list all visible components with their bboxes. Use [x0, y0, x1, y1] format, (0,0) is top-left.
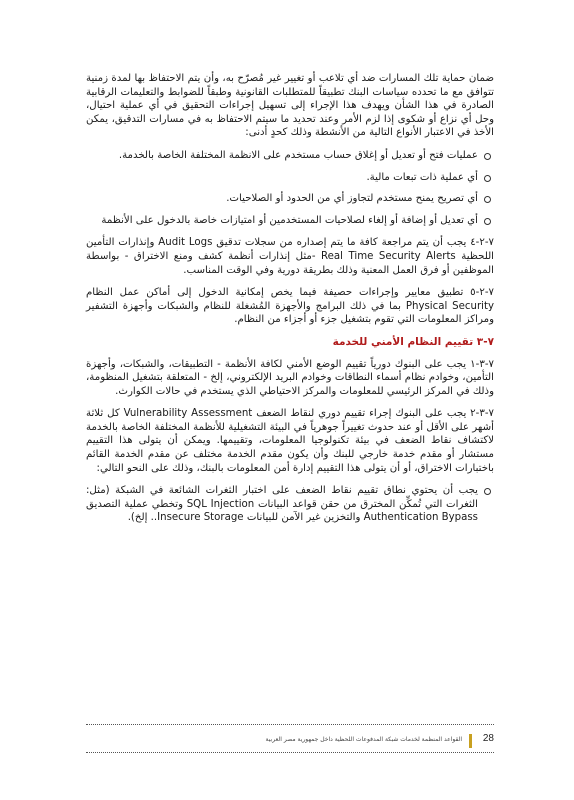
footer-divider-bottom	[86, 752, 494, 753]
circle-bullet-icon	[484, 488, 491, 495]
page-footer	[86, 732, 494, 750]
clause-7-3-2: ٧-٣-٢ يجب على البنوك إجراء تقييم دوري لنقاط الضعف Vulnerability Assessment كل ثلاثة أشهر على الأقل أو عند حدوث تغييراً جوهرياً في البيئة التشغيلية للأنظمة المختلفة الخاصة بالخدمة لاكتشاف نقاط الضعف في بيئة تكنولوجيا المعلومات، وتقييمها. ويمكن أن يتولى هذا التقييم مستشار أو مقدم خدمة خارجي للبنك وأن يكون مقدم الخدمة مختلف عن مقدم الخدمة القائم باختبارات الاختراق، أو أن يتولى هذا التقييم إدارة أمن المعلومات بالبنك، وذلك على النحو التالي:	[86, 408, 494, 474]
clause-7-2-5: ٧-٢-٥ تطبيق معايير وإجراءات حصيفة فيما يخص إمكانية الدخول إلى أماكن عمل النظام Physical Security بما في ذلك البرامج والأجهزة المُشغلة للنظام والشبكات وأجهزة التشفير ومراكز المعلومات التي تقوم بتشغيل جزء أو أجزاء من النظام.	[86, 287, 494, 326]
page-number: 28	[482, 733, 494, 744]
list-item-text: يجب أن يحتوي نطاق تقييم نقاط الضعف على اختبار الثغرات الشائعة في الشبكة (مثل: الثغرات التي تُمكِّن المخترق من حقن قواعد البيانات SQL Injection وتخطي عملية التصديق Authentication Bypass والتخزين غير الآمن للبيانات Insecure Storage.. إلخ).	[86, 485, 478, 524]
circle-bullet-icon	[484, 175, 491, 182]
page-body	[86, 72, 494, 534]
list-item-text: أي تعديل أو إضافة أو إلغاء لصلاحيات المستخدمين أو امتيازات خاصة بالدخول على الأنظمة	[101, 214, 478, 226]
list-item	[86, 484, 494, 525]
list-item-text: عمليات فتح أو تعديل أو إغلاق حساب مستخدم على الانظمة المختلفة الخاصة بالخدمة.	[118, 149, 478, 161]
footer-title: القواعد المنظمة لخدمات شبكة المدفوعات اللحظية داخل جمهورية مصر العربية	[265, 736, 462, 743]
intro-paragraph: ضمان حماية تلك المسارات ضد أي تلاعب أو تغيير غير مُصرّح به، وأن يتم الاحتفاظ بها لمدة زمنية تتوافق مع ما تحدده سياسات البنك تطبيقاً للمتطلبات القانونية وطبقاً للضوابط والتعليمات الرقابية الصادرة في هذا الشأن ويهدف هذا الإجراء إلى تسهيل إجراءات التحقيق في أي عملية احتيال، وحل أي نزاع أو شكوى إذا لزم الأمر وعند تحديد ما سيتم الاحتفاظ به في مسارات التدقيق، يمكن الأخذ في الاعتبار الأنواع التالية من الأنشطة وذلك كحدٍ أدنى:	[86, 73, 494, 139]
audit-activities-list	[86, 149, 494, 227]
list-item	[86, 192, 494, 206]
footer-divider-top	[86, 724, 494, 725]
list-item-text: أي تصريح يمنح مستخدم لتجاوز أي من الحدود أو الصلاحيات.	[226, 193, 478, 205]
clause-7-2-4: ٧-٢-٤ يجب أن يتم مراجعة كافة ما يتم إصداره من سجلات تدقيق Audit Logs وإنذارات التأمين اللحظية Real Time Security Alerts -مثل إنذارات أنظمة كشف ومنع الاختراق - بواسطة الموظفين أو فرق العمل المعنية وذلك بطريقة دورية وفي الوقت المناسب.	[86, 237, 495, 276]
circle-bullet-icon	[484, 218, 491, 225]
list-item	[86, 149, 494, 163]
section-heading-7-3: ٧-٣ تقييم النظام الأمني للخدمة	[332, 335, 494, 348]
list-item	[86, 214, 494, 228]
list-item	[86, 171, 494, 185]
footer-separator	[469, 734, 472, 748]
clause-7-3-1: ٧-٣-١ يجب على البنوك دورياً تقييم الوضع الأمني لكافة الأنظمة - التطبيقات، والشبكات، وأجهزة التأمين، وخوادم نظام أسماء النطاقات وخوادم البريد الإلكتروني، إلخ - المتعلقة بتشغيل المنظومة، وذلك في المركز الرئيسي للمعلومات والمركز الاحتياطي الذي يستخدم في حالات الكوارث.	[86, 358, 494, 397]
circle-bullet-icon	[484, 196, 491, 203]
list-item-text: أي عملية ذات تبعات مالية.	[366, 171, 478, 183]
vulnerability-assessment-list	[86, 484, 494, 525]
circle-bullet-icon	[484, 153, 491, 160]
